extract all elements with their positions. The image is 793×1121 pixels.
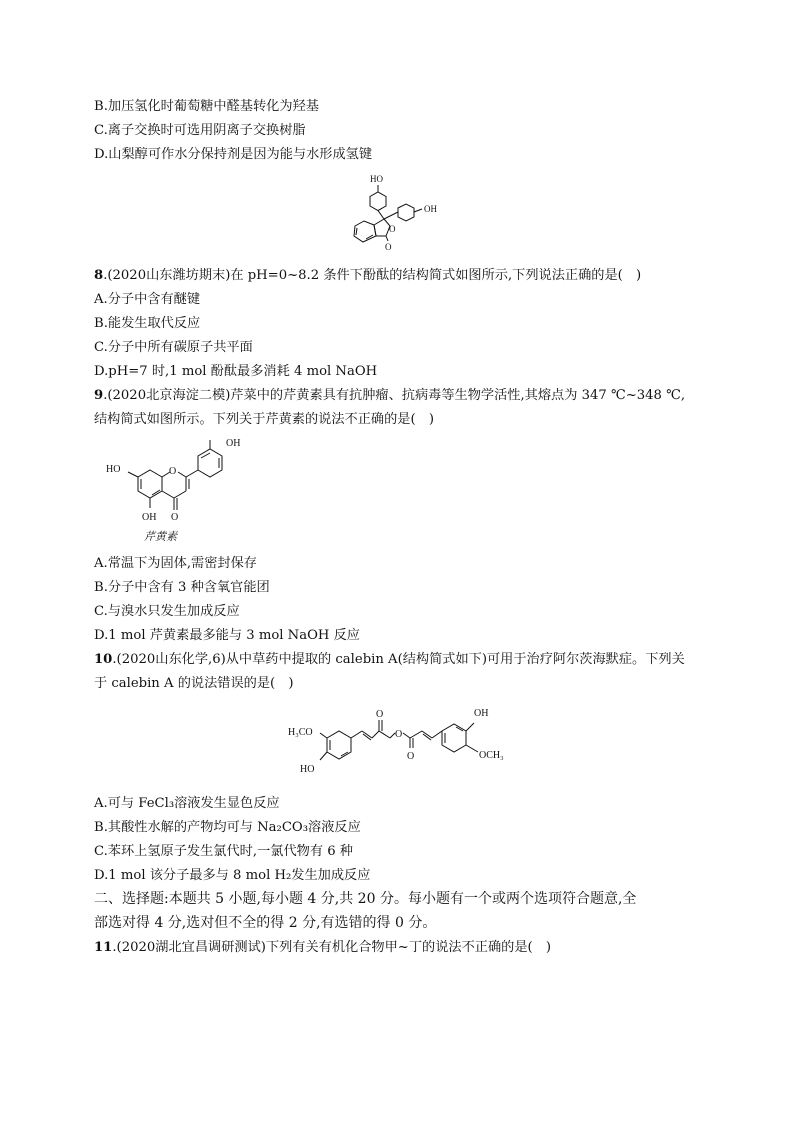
q10-stem-line1 <box>94 651 685 668</box>
apigenin-o-carbonyl: O <box>171 512 179 523</box>
q10-stem-text: .(2020山东化学,6)从中草药中提取的 calebin A(结构简式如下)可用于治疗阿尔茨海默症。下列关 <box>112 652 685 667</box>
q9-stem-line1 <box>94 387 685 404</box>
phenolphthalein-o-ring: O <box>389 224 396 234</box>
apigenin-caption: 芹黄素 <box>144 531 177 543</box>
q9-number: 9 <box>94 388 104 403</box>
q10-option-a: A.可与 FeCl₃溶液发生显色反应 <box>94 796 280 811</box>
phenolphthalein-oh-top: HO <box>370 174 383 184</box>
q7-option-d: D.山梨醇可作水分保持剂是因为能与水形成氢键 <box>94 147 373 162</box>
apigenin-ho-left: HO <box>106 464 121 475</box>
q10-option-d: D.1 mol 该分子最多与 8 mol H₂发生加成反应 <box>94 868 371 883</box>
apigenin-o-ring: O <box>169 466 177 477</box>
q9-option-a: A.常温下为固体,需密封保存 <box>94 556 257 571</box>
q9-stem-text: .(2020北京海淀二模)芹菜中的芹黄素具有抗肿瘤、抗病毒等生物学活性,其熔点为 347 ℃~348 ℃, <box>103 388 686 403</box>
q11-number: 11 <box>94 940 113 955</box>
calebin-a-structure <box>282 700 522 782</box>
calebin-o-ester: O <box>395 729 403 740</box>
calebin-o-ketone: O <box>376 709 384 720</box>
q8-option-d: D.pH=7 时,1 mol 酚酞最多消耗 4 mol NaOH <box>94 364 378 379</box>
q8-stem-text: .(2020山东潍坊期末)在 pH=0~8.2 条件下酚酞的结构简式如图所示,下列说法正确的是( ) <box>103 268 642 283</box>
calebin-och3-right: OCH₃ <box>479 750 504 761</box>
section2-line1: 二、选择题:本题共 5 小题,每小题 4 分,共 20 分。每小题有一个或两个选项符合题意,全 <box>94 891 637 907</box>
phenolphthalein-o-carbonyl: O <box>385 242 392 252</box>
q10-option-b: B.其酸性水解的产物均可与 Na₂CO₃溶液反应 <box>94 820 361 835</box>
q9-option-d: D.1 mol 芹黄素最多能与 3 mol NaOH 反应 <box>94 628 360 643</box>
q8-option-b: B.能发生取代反应 <box>94 316 201 331</box>
calebin-och3-left: H₃CO <box>288 727 313 738</box>
q8-number: 8 <box>94 268 104 283</box>
phenolphthalein-oh-right: OH <box>424 204 437 214</box>
q8-stem <box>94 267 641 284</box>
calebin-o-ester-carbonyl: O <box>407 751 415 762</box>
q7-option-b: B.加压氢化时葡萄糖中醛基转化为羟基 <box>94 99 319 114</box>
calebin-oh-right: OH <box>474 708 489 719</box>
apigenin-oh-top: OH <box>226 438 241 449</box>
apigenin-oh-bottom: OH <box>142 512 157 523</box>
q8-option-a: A.分子中含有醚键 <box>94 292 201 307</box>
apigenin-structure <box>100 432 260 550</box>
q10-number: 10 <box>94 652 113 667</box>
calebin-oh-left: HO <box>300 764 315 775</box>
q8-option-c: C.分子中所有碳原子共平面 <box>94 340 253 355</box>
q9-option-c: C.与溴水只发生加成反应 <box>94 604 240 619</box>
q7-option-c: C.离子交换时可选用阴离子交换树脂 <box>94 123 306 138</box>
phenolphthalein-structure <box>340 168 470 260</box>
q9-option-b: B.分子中含有 3 种含氧官能团 <box>94 580 270 595</box>
section2-line2: 部选对得 4 分,选对但不全的得 2 分,有选错的得 0 分。 <box>94 915 437 931</box>
q11-stem <box>94 939 551 956</box>
q10-stem-line2: 于 calebin A 的说法错误的是( ) <box>94 676 294 691</box>
q10-option-c: C.苯环上氢原子发生氯代时,一氯代物有 6 种 <box>94 844 353 859</box>
q9-stem-line2: 结构简式如图所示。下列关于芹黄素的说法不正确的是( ) <box>94 412 434 427</box>
q11-stem-text: .(2020湖北宜昌调研测试)下列有关有机化合物甲~丁的说法不正确的是( ) <box>112 940 551 955</box>
